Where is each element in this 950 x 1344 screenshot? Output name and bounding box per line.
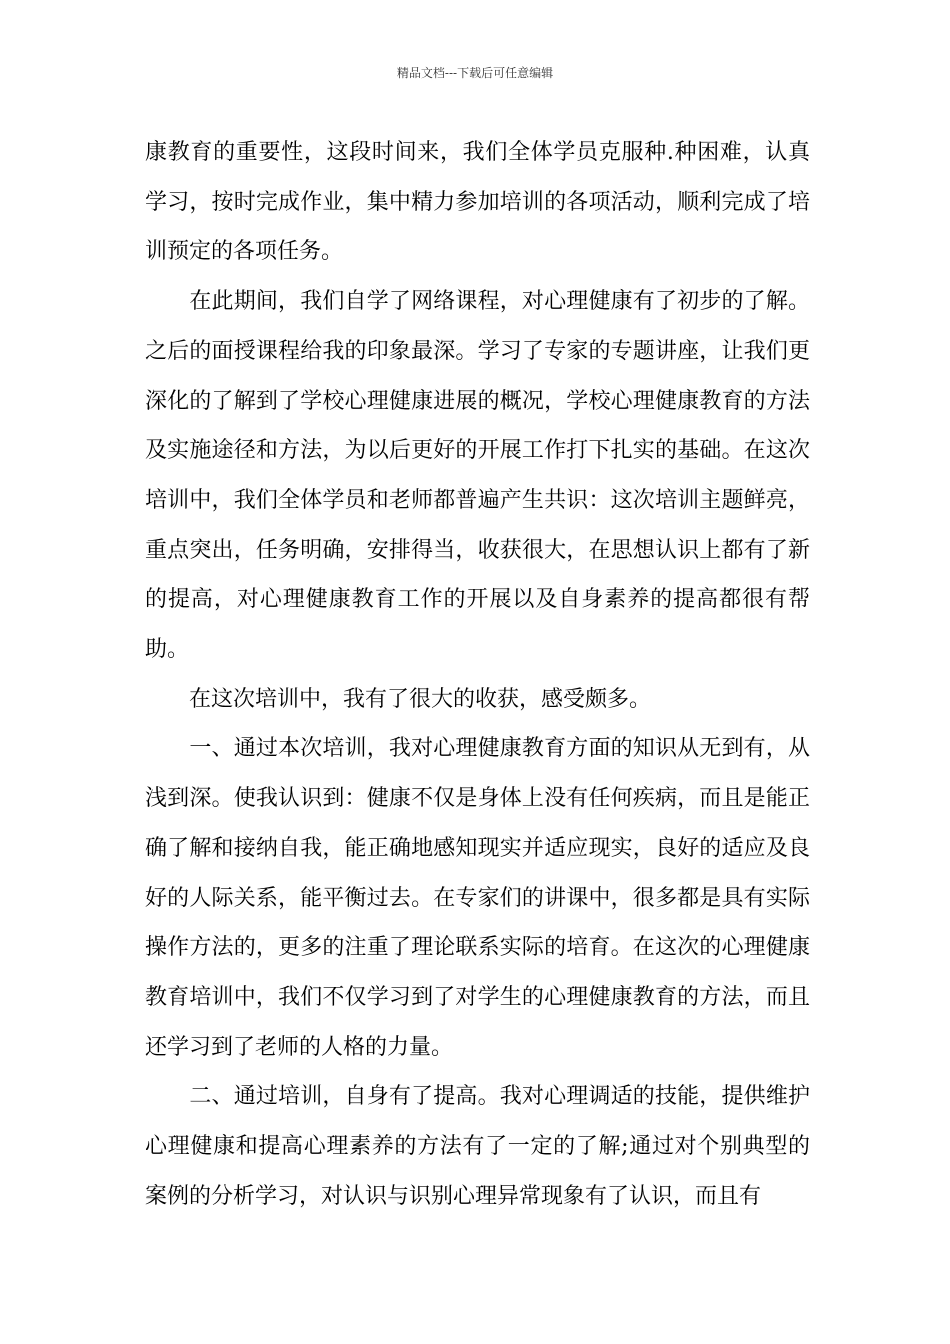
page-header: 精品文档---下载后可任意编辑: [396, 66, 554, 80]
paragraph-gains: 在这次培训中，我有了很大的收获，感受颇多。: [145, 686, 652, 712]
paragraph-point-one: 一、通过本次培训，我对心理健康教育方面的知识从无到有，从浅到深。使我认识到：健康不仅是身体上没有任何疾病，而且是能正确了解和接纳自我，能正确地感知现实并适应现实，良好的适应及良好的人际关系，能平衡过去。在专家们的讲课中，很多都是具有实际操作方法的，更多的注重了理论联系实际的培育。在这次的心理健康教育培训中，我们不仅学习到了对学生的心理健康教育的方法，而且还学习到了老师的人格的力量。: [145, 736, 810, 1060]
document-body: [145, 128, 810, 1221]
paragraph-study-period: 在此期间，我们自学了网络课程，对心理健康有了初步的了解。之后的面授课程给我的印象最深。学习了专家的专题讲座，让我们更深化的了解到了学校心理健康进展的概况，学校心理健康教育的方法及实施途径和方法，为以后更好的开展工作打下扎实的基础。在这次培训中，我们全体学员和老师都普遍产生共识：这次培训主题鲜亮，重点突出，任务明确，安排得当，收获很大，在思想认识上都有了新的提高，对心理健康教育工作的开展以及自身素养的提高都很有帮助。: [145, 289, 810, 663]
paragraph-point-two: 二、通过培训，自身有了提高。我对心理调适的技能，提供维护心理健康和提高心理素养的方法有了一定的了解;通过对个别典型的案例的分析学习，对认识与识别心理异常现象有了认识，而且有: [145, 1084, 810, 1209]
paragraph-continuation: 康教育的重要性，这段时间来，我们全体学员克服种.种困难，认真学习，按时完成作业，集中精力参加培训的各项活动，顺利完成了培训预定的各项任务。: [145, 140, 810, 265]
